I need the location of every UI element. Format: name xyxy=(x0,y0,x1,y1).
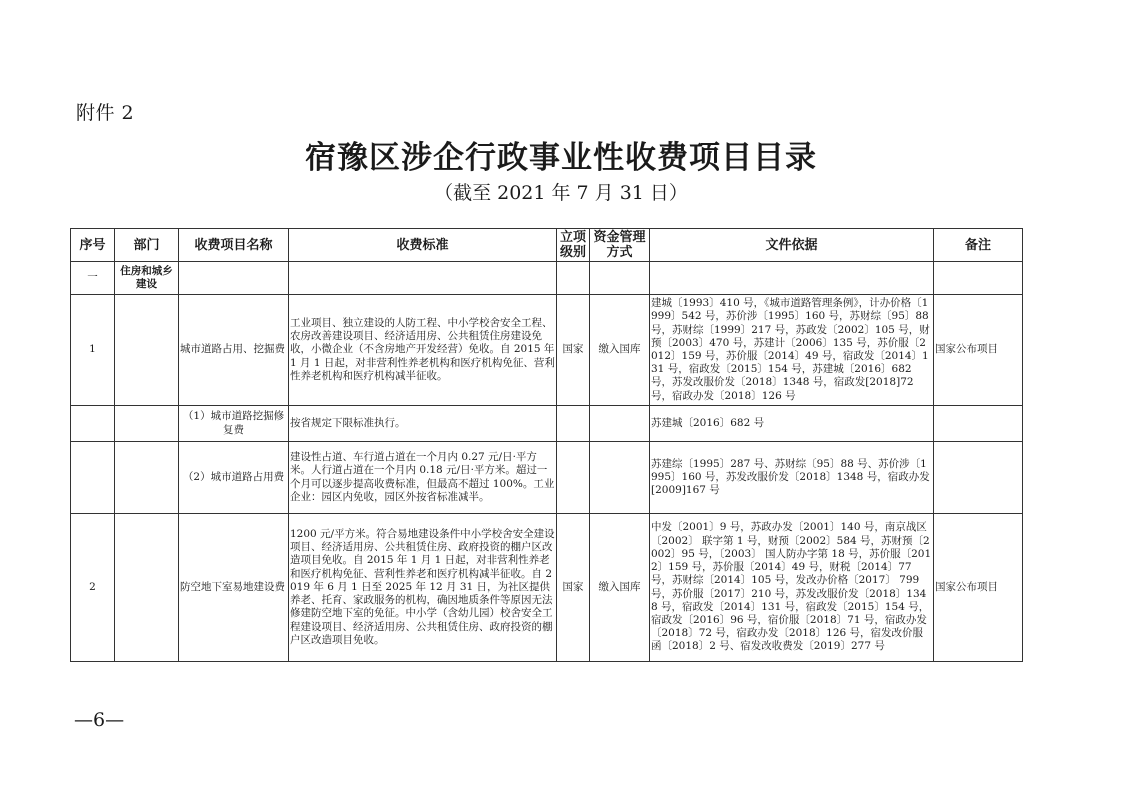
document-title: 宿豫区涉企行政事业性收费项目目录 xyxy=(305,140,817,176)
empty-cell xyxy=(115,442,179,514)
row-name: 城市道路占用、挖掘费 xyxy=(179,295,289,406)
row-basis: 苏建城〔2016〕682 号 xyxy=(650,406,934,442)
row-remark: 国家公布项目 xyxy=(934,295,1023,406)
empty-cell xyxy=(179,262,289,295)
row-name: 防空地下室易地建设费 xyxy=(179,514,289,662)
empty-cell xyxy=(289,262,557,295)
empty-cell xyxy=(934,442,1023,514)
row-standard: 建设性占道、车行道占道在一个月内 0.27 元/日·平方米。人行道占道在一个月内 0.18 元/日·平方米。超过一个月可以逐步提高收费标准，但最高不超过 100%。工业企业：园区内免收，园区外按省标准减半。 xyxy=(289,442,557,514)
empty-cell xyxy=(115,406,179,442)
empty-cell xyxy=(934,406,1023,442)
table-row xyxy=(71,514,1023,662)
page-number: —6— xyxy=(74,709,125,731)
row-remark: 国家公布项目 xyxy=(934,514,1023,662)
row-seq: 2 xyxy=(71,514,115,662)
empty-cell xyxy=(115,295,179,406)
row-mgmt: 缴入国库 xyxy=(590,514,650,662)
row-standard: 按省规定下限标准执行。 xyxy=(289,406,557,442)
empty-cell xyxy=(934,262,1023,295)
document-subtitle: （截至 2021 年 7 月 31 日） xyxy=(434,182,688,204)
fee-table xyxy=(70,228,1023,662)
section-seq: 一 xyxy=(71,262,115,295)
empty-cell xyxy=(557,442,590,514)
row-standard: 工业项目、独立建设的人防工程、中小学校舍安全工程、农房改善建设项目、经济适用房、公共租赁住房建设免收，小微企业（不含房地产开发经营）免收。自 2015 年 1 月 1 日起，对非营利性养老机构和医疗机构免征、营利性养老机构和医疗机构减半征收。 xyxy=(289,295,557,406)
table-row xyxy=(71,295,1023,406)
header-remark: 备注 xyxy=(934,229,1023,262)
row-name: （2）城市道路占用费 xyxy=(179,442,289,514)
row-standard: 1200 元/平方米。符合易地建设条件中小学校舍安全建设项目、经济适用房、公共租赁住房、政府投资的棚户区改造项目免收。自 2015 年 1 月 1 日起，对非营利性养老和医疗机构免征、营利性养老和医疗机构减半征收。自 2019 年 6 月 1 日至 2025 年 12 月 31 日，为社区提供养老、托育、家政服务的机构，确因地质条件等原因无法修建防空地下室的免征。中小学（含幼儿园）校舍安全工程建设项目、经济适用房、公共租赁住房、政府投资的棚户区改造项目免收。 xyxy=(289,514,557,662)
attachment-label: 附件 2 xyxy=(76,102,135,124)
header-seq: 序号 xyxy=(71,229,115,262)
empty-cell xyxy=(650,262,934,295)
row-mgmt: 缴入国库 xyxy=(590,295,650,406)
empty-cell xyxy=(590,406,650,442)
empty-cell xyxy=(590,442,650,514)
header-level: 立项级别 xyxy=(557,229,590,262)
empty-cell xyxy=(71,442,115,514)
row-name: （1）城市道路挖掘修复费 xyxy=(179,406,289,442)
row-level: 国家 xyxy=(557,295,590,406)
header-mgmt: 资金管理方式 xyxy=(590,229,650,262)
table-header-row xyxy=(71,229,1023,262)
row-basis: 中发〔2001〕9 号，苏政办发〔2001〕140 号，南京战区〔2002〕 联字第 1 号，财预〔2002〕584 号，苏财预〔2002〕95 号，〔2003〕 国人防办字第 18 号，苏价服〔2012〕159 号，苏价服〔2014〕49 号，财税〔2014〕77 号，苏财综〔2014〕105 号，发改办价格〔2017〕 799 号，苏价服〔2017〕210 号，苏发改服价发〔2018〕1348 号，宿政发〔2014〕131 号，宿政发〔2015〕154 号，宿政发〔2016〕96 号，宿价服〔2018〕71 号，宿政办发〔2018〕72 号，宿政办发〔2018〕126 号，宿发改价服函〔2018〕2 号、宿发改收费发〔2019〕277 号 xyxy=(650,514,934,662)
header-dept: 部门 xyxy=(115,229,179,262)
row-basis: 建城〔1993〕410 号，《城市道路管理条例》，计办价格〔1999〕542 号，苏价涉〔1995〕160 号，苏财综〔95〕88 号，苏财综〔1999〕217 号，苏政发〔2002〕105 号，财预〔2003〕470 号，苏建计〔2006〕135 号，苏价服〔2012〕159 号，苏价服〔2014〕49 号，宿政发〔2014〕131 号，宿政发〔2015〕154 号，苏建城〔2016〕682 号，苏发改服价发〔2018〕1348 号，宿政发[2018]72 号，宿政办发〔2018〕126 号 xyxy=(650,295,934,406)
empty-cell xyxy=(557,262,590,295)
empty-cell xyxy=(115,514,179,662)
row-level: 国家 xyxy=(557,514,590,662)
header-standard: 收费标准 xyxy=(289,229,557,262)
header-basis: 文件依据 xyxy=(650,229,934,262)
empty-cell xyxy=(590,262,650,295)
table-row xyxy=(71,406,1023,442)
row-basis: 苏建综〔1995〕287 号、苏财综〔95〕88 号、苏价涉〔1995〕160 号，苏发改服价发〔2018〕1348 号，宿政办发[2009]167 号 xyxy=(650,442,934,514)
empty-cell xyxy=(71,406,115,442)
empty-cell xyxy=(557,406,590,442)
row-seq: 1 xyxy=(71,295,115,406)
header-name: 收费项目名称 xyxy=(179,229,289,262)
table-row xyxy=(71,442,1023,514)
section-row xyxy=(71,262,1023,295)
section-dept: 住房和城乡建设 xyxy=(115,262,179,295)
